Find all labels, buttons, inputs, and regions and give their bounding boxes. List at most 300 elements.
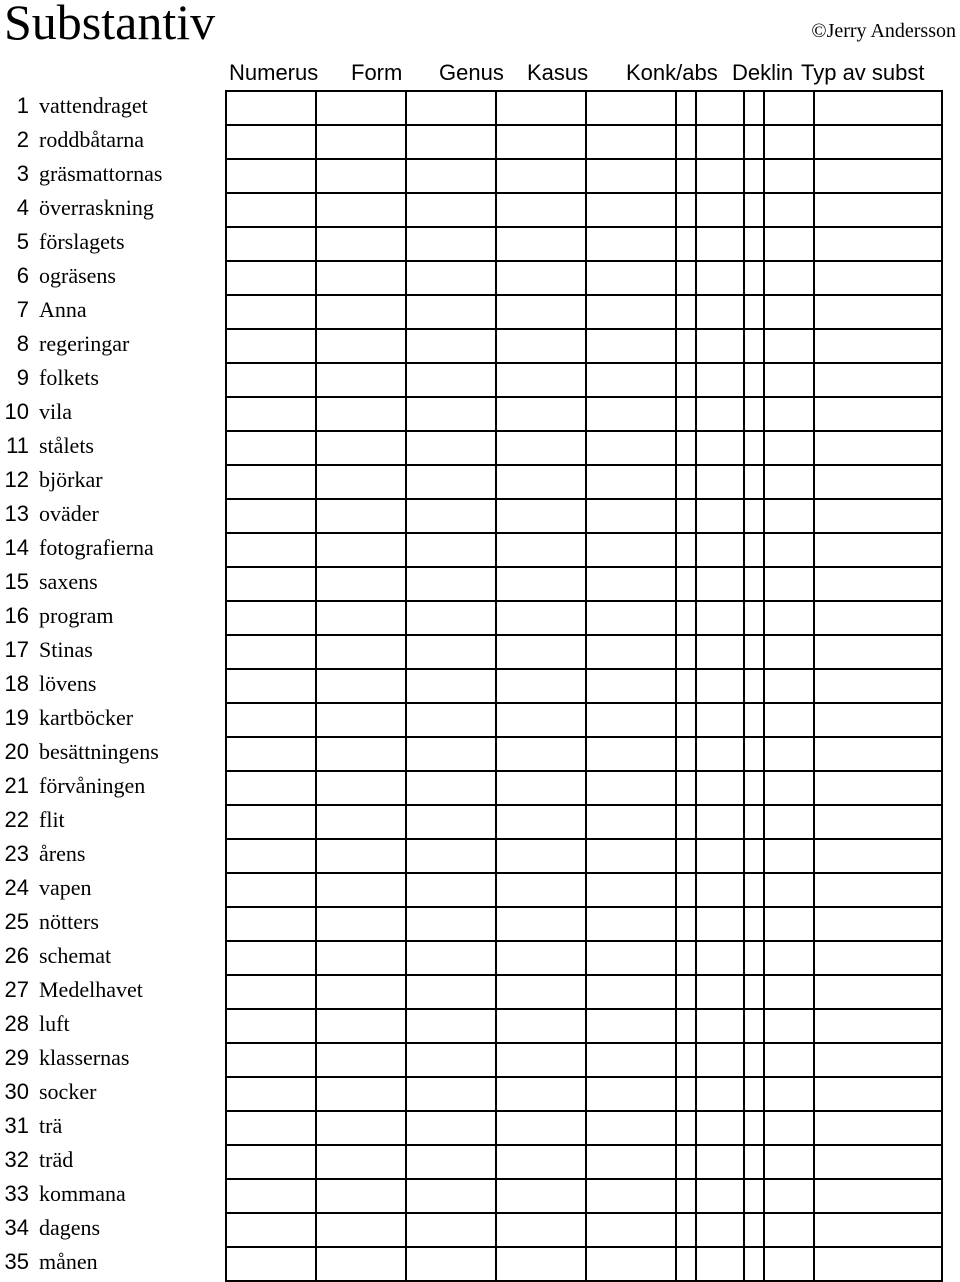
answer-cell[interactable] <box>585 940 677 976</box>
answer-cell[interactable] <box>315 362 407 398</box>
answer-cell[interactable] <box>405 226 497 262</box>
answer-cell[interactable] <box>225 260 317 296</box>
answer-cell[interactable] <box>743 226 765 262</box>
answer-cell[interactable] <box>585 804 677 840</box>
answer-cell[interactable] <box>743 1076 765 1112</box>
answer-cell[interactable] <box>495 464 587 500</box>
answer-cell[interactable] <box>315 90 407 126</box>
answer-cell[interactable] <box>695 1246 745 1282</box>
answer-cell[interactable] <box>743 1178 765 1214</box>
answer-cell[interactable] <box>405 362 497 398</box>
answer-cell[interactable] <box>495 736 587 772</box>
answer-cell[interactable] <box>763 838 815 874</box>
answer-cell[interactable] <box>763 260 815 296</box>
answer-cell[interactable] <box>675 124 697 160</box>
answer-cell[interactable] <box>695 736 745 772</box>
answer-cell[interactable] <box>405 1042 497 1078</box>
answer-cell[interactable] <box>675 1076 697 1112</box>
answer-cell[interactable] <box>585 668 677 704</box>
answer-cell[interactable] <box>225 1076 317 1112</box>
answer-cell[interactable] <box>675 260 697 296</box>
answer-cell[interactable] <box>763 1110 815 1146</box>
answer-cell[interactable] <box>813 498 943 534</box>
answer-cell[interactable] <box>675 532 697 568</box>
answer-cell[interactable] <box>743 1144 765 1180</box>
answer-cell[interactable] <box>763 124 815 160</box>
answer-cell[interactable] <box>695 906 745 942</box>
answer-cell[interactable] <box>225 702 317 738</box>
answer-cell[interactable] <box>225 940 317 976</box>
answer-cell[interactable] <box>315 736 407 772</box>
answer-cell[interactable] <box>585 1008 677 1044</box>
answer-cell[interactable] <box>743 804 765 840</box>
answer-cell[interactable] <box>695 1110 745 1146</box>
answer-cell[interactable] <box>813 362 943 398</box>
answer-cell[interactable] <box>695 158 745 194</box>
answer-cell[interactable] <box>675 362 697 398</box>
answer-cell[interactable] <box>695 872 745 908</box>
answer-cell[interactable] <box>813 1076 943 1112</box>
answer-cell[interactable] <box>763 804 815 840</box>
answer-cell[interactable] <box>763 294 815 330</box>
answer-cell[interactable] <box>763 906 815 942</box>
answer-cell[interactable] <box>695 838 745 874</box>
answer-cell[interactable] <box>225 158 317 194</box>
answer-cell[interactable] <box>675 328 697 364</box>
answer-cell[interactable] <box>675 1144 697 1180</box>
answer-cell[interactable] <box>743 294 765 330</box>
answer-cell[interactable] <box>225 872 317 908</box>
answer-cell[interactable] <box>405 838 497 874</box>
answer-cell[interactable] <box>763 498 815 534</box>
answer-cell[interactable] <box>695 974 745 1010</box>
answer-cell[interactable] <box>315 1246 407 1282</box>
answer-cell[interactable] <box>763 702 815 738</box>
answer-cell[interactable] <box>763 1144 815 1180</box>
answer-cell[interactable] <box>225 634 317 670</box>
answer-cell[interactable] <box>763 90 815 126</box>
answer-cell[interactable] <box>315 226 407 262</box>
answer-cell[interactable] <box>743 532 765 568</box>
answer-cell[interactable] <box>405 974 497 1010</box>
answer-cell[interactable] <box>813 906 943 942</box>
answer-cell[interactable] <box>315 1076 407 1112</box>
answer-cell[interactable] <box>675 1110 697 1146</box>
answer-cell[interactable] <box>495 532 587 568</box>
answer-cell[interactable] <box>675 906 697 942</box>
answer-cell[interactable] <box>813 872 943 908</box>
answer-cell[interactable] <box>315 906 407 942</box>
answer-cell[interactable] <box>405 634 497 670</box>
answer-cell[interactable] <box>675 294 697 330</box>
answer-cell[interactable] <box>315 124 407 160</box>
answer-cell[interactable] <box>585 362 677 398</box>
answer-cell[interactable] <box>763 1212 815 1248</box>
answer-cell[interactable] <box>495 1076 587 1112</box>
answer-cell[interactable] <box>743 736 765 772</box>
answer-cell[interactable] <box>813 260 943 296</box>
answer-cell[interactable] <box>743 838 765 874</box>
answer-cell[interactable] <box>585 1246 677 1282</box>
answer-cell[interactable] <box>763 532 815 568</box>
answer-cell[interactable] <box>743 1212 765 1248</box>
answer-cell[interactable] <box>585 1076 677 1112</box>
answer-cell[interactable] <box>495 396 587 432</box>
answer-cell[interactable] <box>225 1042 317 1078</box>
answer-cell[interactable] <box>405 770 497 806</box>
answer-cell[interactable] <box>675 974 697 1010</box>
answer-cell[interactable] <box>813 634 943 670</box>
answer-cell[interactable] <box>405 736 497 772</box>
answer-cell[interactable] <box>495 192 587 228</box>
answer-cell[interactable] <box>225 464 317 500</box>
answer-cell[interactable] <box>495 1246 587 1282</box>
answer-cell[interactable] <box>405 940 497 976</box>
answer-cell[interactable] <box>763 430 815 466</box>
answer-cell[interactable] <box>495 294 587 330</box>
answer-cell[interactable] <box>225 1008 317 1044</box>
answer-cell[interactable] <box>695 498 745 534</box>
answer-cell[interactable] <box>695 1008 745 1044</box>
answer-cell[interactable] <box>225 430 317 466</box>
answer-cell[interactable] <box>763 1008 815 1044</box>
answer-cell[interactable] <box>585 736 677 772</box>
answer-cell[interactable] <box>495 226 587 262</box>
answer-cell[interactable] <box>763 1042 815 1078</box>
answer-cell[interactable] <box>495 498 587 534</box>
answer-cell[interactable] <box>405 1008 497 1044</box>
answer-cell[interactable] <box>813 940 943 976</box>
answer-cell[interactable] <box>585 872 677 908</box>
answer-cell[interactable] <box>315 396 407 432</box>
answer-cell[interactable] <box>675 1178 697 1214</box>
answer-cell[interactable] <box>813 328 943 364</box>
answer-cell[interactable] <box>763 1076 815 1112</box>
answer-cell[interactable] <box>743 464 765 500</box>
answer-cell[interactable] <box>743 1110 765 1146</box>
answer-cell[interactable] <box>495 668 587 704</box>
answer-cell[interactable] <box>405 260 497 296</box>
answer-cell[interactable] <box>743 906 765 942</box>
answer-cell[interactable] <box>743 940 765 976</box>
answer-cell[interactable] <box>763 634 815 670</box>
answer-cell[interactable] <box>743 1042 765 1078</box>
answer-cell[interactable] <box>763 736 815 772</box>
answer-cell[interactable] <box>585 974 677 1010</box>
answer-cell[interactable] <box>495 600 587 636</box>
answer-cell[interactable] <box>225 1110 317 1146</box>
answer-cell[interactable] <box>695 260 745 296</box>
answer-cell[interactable] <box>695 1178 745 1214</box>
answer-cell[interactable] <box>763 192 815 228</box>
answer-cell[interactable] <box>675 430 697 466</box>
answer-cell[interactable] <box>495 702 587 738</box>
answer-cell[interactable] <box>405 1076 497 1112</box>
answer-cell[interactable] <box>225 974 317 1010</box>
answer-cell[interactable] <box>813 1246 943 1282</box>
answer-cell[interactable] <box>315 668 407 704</box>
answer-cell[interactable] <box>315 464 407 500</box>
answer-cell[interactable] <box>743 328 765 364</box>
answer-cell[interactable] <box>225 498 317 534</box>
answer-cell[interactable] <box>675 90 697 126</box>
answer-cell[interactable] <box>675 634 697 670</box>
answer-cell[interactable] <box>495 430 587 466</box>
answer-cell[interactable] <box>813 1008 943 1044</box>
answer-cell[interactable] <box>225 838 317 874</box>
answer-cell[interactable] <box>695 566 745 602</box>
answer-cell[interactable] <box>695 770 745 806</box>
answer-cell[interactable] <box>763 464 815 500</box>
answer-cell[interactable] <box>315 498 407 534</box>
answer-cell[interactable] <box>675 1008 697 1044</box>
answer-cell[interactable] <box>225 804 317 840</box>
answer-cell[interactable] <box>495 1178 587 1214</box>
answer-cell[interactable] <box>225 736 317 772</box>
answer-cell[interactable] <box>813 430 943 466</box>
answer-cell[interactable] <box>763 600 815 636</box>
answer-cell[interactable] <box>225 532 317 568</box>
answer-cell[interactable] <box>495 770 587 806</box>
answer-cell[interactable] <box>585 634 677 670</box>
answer-cell[interactable] <box>695 294 745 330</box>
answer-cell[interactable] <box>813 1042 943 1078</box>
answer-cell[interactable] <box>695 702 745 738</box>
answer-cell[interactable] <box>405 872 497 908</box>
answer-cell[interactable] <box>495 940 587 976</box>
answer-cell[interactable] <box>225 1144 317 1180</box>
answer-cell[interactable] <box>695 192 745 228</box>
answer-cell[interactable] <box>405 1110 497 1146</box>
answer-cell[interactable] <box>405 1246 497 1282</box>
answer-cell[interactable] <box>675 498 697 534</box>
answer-cell[interactable] <box>743 974 765 1010</box>
answer-cell[interactable] <box>495 1144 587 1180</box>
answer-cell[interactable] <box>743 124 765 160</box>
answer-cell[interactable] <box>813 396 943 432</box>
answer-cell[interactable] <box>585 1144 677 1180</box>
answer-cell[interactable] <box>743 872 765 908</box>
answer-cell[interactable] <box>675 226 697 262</box>
answer-cell[interactable] <box>675 702 697 738</box>
answer-cell[interactable] <box>743 158 765 194</box>
answer-cell[interactable] <box>315 770 407 806</box>
answer-cell[interactable] <box>225 566 317 602</box>
answer-cell[interactable] <box>495 362 587 398</box>
answer-cell[interactable] <box>813 158 943 194</box>
answer-cell[interactable] <box>675 838 697 874</box>
answer-cell[interactable] <box>743 90 765 126</box>
answer-cell[interactable] <box>495 1212 587 1248</box>
answer-cell[interactable] <box>225 192 317 228</box>
answer-cell[interactable] <box>695 430 745 466</box>
answer-cell[interactable] <box>315 702 407 738</box>
answer-cell[interactable] <box>585 1110 677 1146</box>
answer-cell[interactable] <box>813 464 943 500</box>
answer-cell[interactable] <box>405 532 497 568</box>
answer-cell[interactable] <box>675 736 697 772</box>
answer-cell[interactable] <box>585 906 677 942</box>
answer-cell[interactable] <box>675 158 697 194</box>
answer-cell[interactable] <box>585 226 677 262</box>
answer-cell[interactable] <box>495 1110 587 1146</box>
answer-cell[interactable] <box>315 600 407 636</box>
answer-cell[interactable] <box>695 600 745 636</box>
answer-cell[interactable] <box>675 940 697 976</box>
answer-cell[interactable] <box>743 498 765 534</box>
answer-cell[interactable] <box>315 804 407 840</box>
answer-cell[interactable] <box>675 770 697 806</box>
answer-cell[interactable] <box>495 124 587 160</box>
answer-cell[interactable] <box>585 498 677 534</box>
answer-cell[interactable] <box>743 1246 765 1282</box>
answer-cell[interactable] <box>695 124 745 160</box>
answer-cell[interactable] <box>585 838 677 874</box>
answer-cell[interactable] <box>225 906 317 942</box>
answer-cell[interactable] <box>225 294 317 330</box>
answer-cell[interactable] <box>225 1246 317 1282</box>
answer-cell[interactable] <box>743 1008 765 1044</box>
answer-cell[interactable] <box>315 940 407 976</box>
answer-cell[interactable] <box>405 294 497 330</box>
answer-cell[interactable] <box>675 804 697 840</box>
answer-cell[interactable] <box>743 634 765 670</box>
answer-cell[interactable] <box>675 396 697 432</box>
answer-cell[interactable] <box>763 158 815 194</box>
answer-cell[interactable] <box>763 940 815 976</box>
answer-cell[interactable] <box>695 1144 745 1180</box>
answer-cell[interactable] <box>743 770 765 806</box>
answer-cell[interactable] <box>225 362 317 398</box>
answer-cell[interactable] <box>405 430 497 466</box>
answer-cell[interactable] <box>495 838 587 874</box>
answer-cell[interactable] <box>585 600 677 636</box>
answer-cell[interactable] <box>225 668 317 704</box>
answer-cell[interactable] <box>405 668 497 704</box>
answer-cell[interactable] <box>585 770 677 806</box>
answer-cell[interactable] <box>315 532 407 568</box>
answer-cell[interactable] <box>763 226 815 262</box>
answer-cell[interactable] <box>585 396 677 432</box>
answer-cell[interactable] <box>813 804 943 840</box>
answer-cell[interactable] <box>315 294 407 330</box>
answer-cell[interactable] <box>405 702 497 738</box>
answer-cell[interactable] <box>315 1042 407 1078</box>
answer-cell[interactable] <box>315 1144 407 1180</box>
answer-cell[interactable] <box>225 396 317 432</box>
answer-cell[interactable] <box>743 566 765 602</box>
answer-cell[interactable] <box>315 872 407 908</box>
answer-cell[interactable] <box>225 1212 317 1248</box>
answer-cell[interactable] <box>743 430 765 466</box>
answer-cell[interactable] <box>405 1178 497 1214</box>
answer-cell[interactable] <box>813 124 943 160</box>
answer-cell[interactable] <box>405 124 497 160</box>
answer-cell[interactable] <box>495 328 587 364</box>
answer-cell[interactable] <box>585 1042 677 1078</box>
answer-cell[interactable] <box>813 1144 943 1180</box>
answer-cell[interactable] <box>675 1246 697 1282</box>
answer-cell[interactable] <box>405 498 497 534</box>
answer-cell[interactable] <box>675 872 697 908</box>
answer-cell[interactable] <box>315 260 407 296</box>
answer-cell[interactable] <box>405 396 497 432</box>
answer-cell[interactable] <box>585 702 677 738</box>
answer-cell[interactable] <box>695 1042 745 1078</box>
answer-cell[interactable] <box>695 328 745 364</box>
answer-cell[interactable] <box>813 838 943 874</box>
answer-cell[interactable] <box>405 158 497 194</box>
answer-cell[interactable] <box>743 600 765 636</box>
answer-cell[interactable] <box>813 294 943 330</box>
answer-cell[interactable] <box>495 260 587 296</box>
answer-cell[interactable] <box>813 668 943 704</box>
answer-cell[interactable] <box>315 328 407 364</box>
answer-cell[interactable] <box>225 226 317 262</box>
answer-cell[interactable] <box>315 158 407 194</box>
answer-cell[interactable] <box>405 464 497 500</box>
answer-cell[interactable] <box>813 702 943 738</box>
answer-cell[interactable] <box>495 158 587 194</box>
answer-cell[interactable] <box>225 328 317 364</box>
answer-cell[interactable] <box>695 532 745 568</box>
answer-cell[interactable] <box>315 1178 407 1214</box>
answer-cell[interactable] <box>675 1212 697 1248</box>
answer-cell[interactable] <box>743 192 765 228</box>
answer-cell[interactable] <box>315 1212 407 1248</box>
answer-cell[interactable] <box>585 464 677 500</box>
answer-cell[interactable] <box>315 974 407 1010</box>
answer-cell[interactable] <box>813 192 943 228</box>
answer-cell[interactable] <box>225 1178 317 1214</box>
answer-cell[interactable] <box>695 1076 745 1112</box>
answer-cell[interactable] <box>695 668 745 704</box>
answer-cell[interactable] <box>495 974 587 1010</box>
answer-cell[interactable] <box>743 396 765 432</box>
answer-cell[interactable] <box>225 124 317 160</box>
answer-cell[interactable] <box>813 90 943 126</box>
answer-cell[interactable] <box>763 1178 815 1214</box>
answer-cell[interactable] <box>495 566 587 602</box>
answer-cell[interactable] <box>675 464 697 500</box>
answer-cell[interactable] <box>695 940 745 976</box>
answer-cell[interactable] <box>315 634 407 670</box>
answer-cell[interactable] <box>315 1110 407 1146</box>
answer-cell[interactable] <box>585 294 677 330</box>
answer-cell[interactable] <box>695 804 745 840</box>
answer-cell[interactable] <box>675 192 697 228</box>
answer-cell[interactable] <box>743 668 765 704</box>
answer-cell[interactable] <box>743 702 765 738</box>
answer-cell[interactable] <box>763 1246 815 1282</box>
answer-cell[interactable] <box>495 872 587 908</box>
answer-cell[interactable] <box>813 974 943 1010</box>
answer-cell[interactable] <box>763 396 815 432</box>
answer-cell[interactable] <box>695 226 745 262</box>
answer-cell[interactable] <box>405 90 497 126</box>
answer-cell[interactable] <box>743 260 765 296</box>
answer-cell[interactable] <box>743 362 765 398</box>
answer-cell[interactable] <box>585 566 677 602</box>
answer-cell[interactable] <box>225 90 317 126</box>
answer-cell[interactable] <box>763 872 815 908</box>
answer-cell[interactable] <box>585 158 677 194</box>
answer-cell[interactable] <box>675 600 697 636</box>
answer-cell[interactable] <box>585 192 677 228</box>
answer-cell[interactable] <box>695 362 745 398</box>
answer-cell[interactable] <box>763 566 815 602</box>
answer-cell[interactable] <box>813 226 943 262</box>
